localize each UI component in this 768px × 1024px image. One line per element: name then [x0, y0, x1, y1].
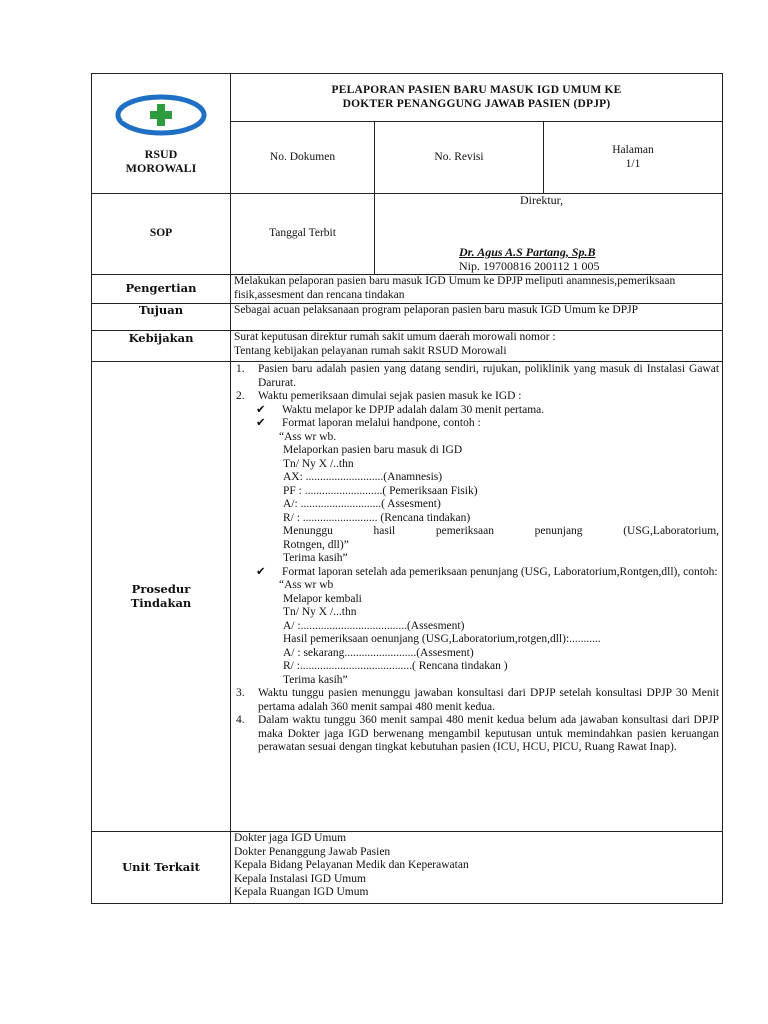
- unit-item: Dokter Penanggung Jawab Pasien: [234, 845, 391, 858]
- prosedur-label: [92, 362, 231, 832]
- kebijakan-text: [231, 331, 723, 362]
- checklist-item: [234, 417, 719, 431]
- prosedur-label-line1: Prosedur: [131, 582, 191, 596]
- no-revisi-label: No. Revisi: [375, 122, 544, 194]
- report-template-line: AX: ...........................(Anamnesis): [283, 471, 443, 483]
- tanggal-terbit-label: Tanggal Terbit: [231, 194, 375, 275]
- document-title: [231, 74, 723, 122]
- step-number: 4.: [236, 714, 245, 726]
- procedure-step-3: [234, 687, 719, 714]
- report-template-1-open: “Ass wr wb.: [279, 430, 337, 443]
- unit-item: Dokter jaga IGD Umum: [234, 832, 347, 844]
- report-template-line: R/ : .......................... (Rencana tindakan): [283, 511, 471, 524]
- step-number: 1.: [236, 363, 245, 375]
- title-line2: DOKTER PENANGGUNG JAWAB PASIEN (DPJP): [342, 97, 611, 110]
- unit-terkait-label: Unit Terkait: [92, 832, 231, 904]
- unit-terkait-list: [231, 832, 723, 904]
- report-template-line: A/ :.....................................(Assesment): [283, 619, 465, 632]
- halaman-label: Halaman: [612, 144, 654, 156]
- prosedur-content: [231, 362, 723, 832]
- report-template-line: Hasil pemeriksaan oenunjang (USG,Laboratorium,rotgen,dll):...........: [283, 633, 601, 645]
- tujuan-label: Tujuan: [92, 304, 231, 331]
- direktur-name: Dr. Agus A.S Partang, Sp.B: [459, 245, 596, 259]
- checklist-item: [234, 404, 719, 418]
- step-number: 2.: [236, 390, 245, 402]
- tujuan-text: Sebagai acuan pelaksanaan program pelaporan pasien baru masuk IGD Umum ke DPJP: [231, 304, 723, 331]
- step-number: 3.: [236, 687, 245, 699]
- kebijakan-line1: Surat keputusan direktur rumah sakit umum daerah morowali nomor :: [234, 331, 556, 343]
- report-template-line: PF : ...........................( Pemeriksaan Fisik): [283, 484, 478, 497]
- title-line1: PELAPORAN PASIEN BARU MASUK IGD UMUM KE: [331, 84, 622, 96]
- report-template-line: Tn/ Ny X /..thn: [283, 457, 354, 470]
- direktur-nip: Nip. 19700816 200112 1 005: [459, 259, 600, 273]
- checklist-text: Waktu melapor ke DPJP adalah dalam 30 menit pertama.: [282, 403, 545, 416]
- report-template-line: A/ : sekarang.........................(Assesment): [283, 646, 474, 659]
- pengertian-text: Melakukan pelaporan pasien baru masuk IGD Umum ke DPJP meliputi anamnesis,pemeriksaan fisik,assesment dan rencana tindakan: [231, 275, 723, 304]
- unit-item: Kepala Bidang Pelayanan Medik dan Keperawatan: [234, 859, 469, 871]
- checklist-text: Format laporan setelah ada pemeriksaan penunjang (USG, Laboratorium,Rontgen,dll), contoh:: [282, 565, 718, 578]
- report-template-line: Menunggu hasil pemeriksaan penunjang (USG,Laboratorium,: [283, 525, 720, 537]
- report-template-line: Melaporkan pasien baru masuk di IGD: [283, 444, 463, 456]
- sop-label: SOP: [92, 194, 231, 275]
- director-signature-block: [375, 194, 723, 275]
- checklist-text: Format laporan melalui handpone, contoh :: [282, 417, 481, 429]
- unit-item: Kepala Ruangan IGD Umum: [234, 886, 369, 898]
- halaman-value: 1/1: [625, 157, 641, 170]
- no-dokumen-label: No. Dokumen: [231, 122, 375, 194]
- report-template-line: Rotngen, dll)”: [283, 538, 349, 551]
- checklist-item: [234, 566, 719, 580]
- report-template-line: Tn/ Ny X /...thn: [283, 606, 357, 618]
- halaman-cell: [544, 122, 723, 194]
- step-text: Dalam waktu tunggu 360 menit sampai 480 menit kedua belum ada jawaban konsultasi dari DPJP maka Dokter jaga IGD berwenang mengambil keputusan untuk memindahkan pasien keruangan perawatan sesuai dengan tingkat kebutuhan pasien (ICU, HCU, PICU, Ruang Rawat Inap).: [258, 714, 720, 753]
- sop-document: [91, 73, 723, 904]
- step-text: Waktu tunggu pasien menunggu jawaban konsultasi dari DPJP setelah konsultasi DPJP 30 Menit pertama adalah 360 menit sampai 480 menit kedua.: [258, 687, 720, 713]
- report-template-line: Terima kasih”: [283, 673, 348, 686]
- check-mark-icon: ✔: [256, 565, 266, 578]
- hospital-name: [95, 147, 227, 175]
- hospital-name-line2: MOROWALI: [125, 160, 197, 175]
- procedure-step-2: [234, 390, 719, 404]
- step-text: Waktu pemeriksaan dimulai sejak pasien masuk ke IGD :: [258, 390, 522, 402]
- hospital-name-line1: RSUD: [144, 146, 178, 161]
- report-template-line: R/ :.......................................( Rencana tindakan ): [283, 660, 508, 672]
- report-template-line: Terima kasih”: [283, 552, 348, 564]
- hospital-logo-icon: [115, 92, 207, 138]
- hospital-identity: [92, 74, 231, 194]
- unit-item: Kepala Instalasi IGD Umum: [234, 872, 366, 885]
- kebijakan-label: Kebijakan: [92, 331, 231, 362]
- procedure-step-4: [234, 714, 719, 755]
- report-template-2-open: “Ass wr wb: [279, 579, 334, 591]
- procedure-step-1: [234, 363, 719, 390]
- check-mark-icon: ✔: [256, 417, 266, 429]
- kebijakan-line2: Tentang kebijakan pelayanan rumah sakit RSUD Morowali: [234, 344, 507, 357]
- prosedur-label-line2: Tindakan: [130, 595, 192, 610]
- step-text: Pasien baru adalah pasien yang datang sendiri, rujukan, poliklinik yang masuk di Instalasi Gawat Darurat.: [258, 363, 720, 389]
- report-template-line: Melapor kembali: [283, 592, 362, 605]
- pengertian-label: Pengertian: [92, 275, 231, 304]
- report-template-line: A/: ............................( Assesment): [283, 498, 441, 510]
- direktur-label: Direktur,: [520, 193, 564, 207]
- check-mark-icon: ✔: [256, 403, 266, 416]
